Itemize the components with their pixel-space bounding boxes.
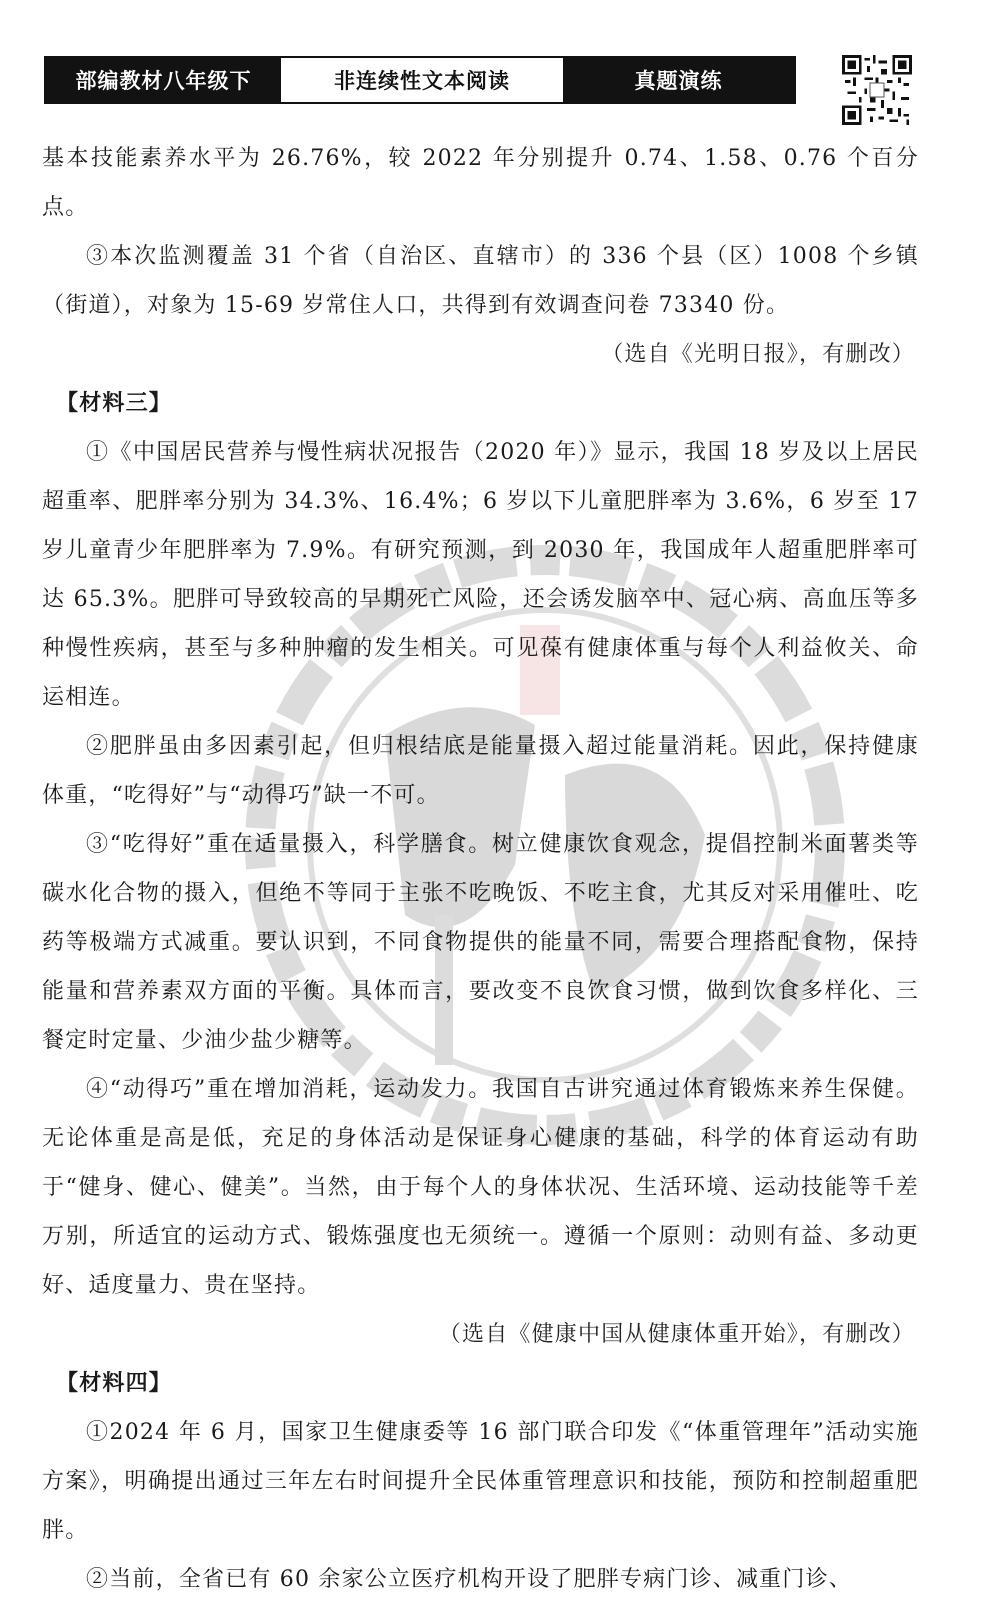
header-textbook-label: 部编教材八年级下: [46, 58, 281, 102]
material-four-heading: 【材料四】: [56, 1370, 173, 1396]
paragraph-clinics: ②当前，全省已有 60 余家公立医疗机构开设了肥胖专病门诊、减重门诊、: [86, 1567, 852, 1592]
header-section-label: 真题演练: [563, 58, 794, 102]
paragraph-eat-well: ③“吃得好”重在适量摄入，科学膳食。树立健康饮食观念，提倡控制米面薯类等碳水化合物的摄入，但绝不等同于主张不吃晚饭、不吃主食，尤其反对采用催吐、吃药等极端方式减重。要认识到，不同食物提供的能量不同，需要合理搭配食物，保持能量和营养素双方面的平衡。具体而言，要改变不良饮食习惯，做到饮食多样化、三餐定时定量、少油少盐少糖等。: [42, 832, 919, 1053]
paragraph-energy-balance: ②肥胖虽由多因素引起，但归根结底是能量摄入超过能量消耗。因此，保持健康体重，“吃得好”与“动得巧”缺一不可。: [42, 734, 919, 808]
source-citation: （选自《光明日报》，有删改）: [601, 342, 915, 367]
material-three-heading: 【材料三】: [56, 390, 173, 416]
article-body: [42, 134, 919, 1604]
paragraph-weight-management-plan: ①2024 年 6 月，国家卫生健康委等 16 部门联合印发《“体重管理年”活动实施方案》，明确提出通过三年左右时间提升全民体重管理意识和技能，预防和控制超重肥胖。: [42, 1420, 919, 1543]
qr-code-icon[interactable]: [842, 55, 912, 125]
paragraph-obesity-report: ①《中国居民营养与慢性病状况报告（2020 年）》显示，我国 18 岁及以上居民超重率、肥胖率分别为 34.3%、16.4%；6 岁以下儿童肥胖率为 3.6%，6 岁至 17 岁儿童青少年肥胖率为 7.9%。有研究预测，到 2030 年，我国成年人超重肥胖率可达 65.3%。肥胖可导致较高的早期死亡风险，还会诱发脑卒中、冠心病、高血压等多种慢性疾病，甚至与多种肿瘤的发生相关。可见葆有健康体重与每个人利益攸关、命运相连。: [42, 440, 919, 710]
header-topic-label: 非连续性文本阅读: [281, 58, 563, 102]
paragraph-survey-coverage: ③本次监测覆盖 31 个省（自治区、直辖市）的 336 个县（区）1008 个乡镇（街道），对象为 15-69 岁常住人口，共得到有效调查问卷 73340 份。: [42, 244, 919, 318]
source-citation: （选自《健康中国从健康体重开始》，有删改）: [438, 1322, 915, 1347]
page-header-bar: [44, 56, 796, 104]
paragraph-continuation: 基本技能素养水平为 26.76%，较 2022 年分别提升 0.74、1.58、0.76 个百分点。: [42, 146, 919, 220]
paragraph-move-smart: ④“动得巧”重在增加消耗，运动发力。我国自古讲究通过体育锻炼来养生保健。无论体重是高是低，充足的身体活动是保证身心健康的基础，科学的体育运动有助于“健身、健心、健美”。当然，由于每个人的身体状况、生活环境、运动技能等千差万别，所适宜的运动方式、锻炼强度也无须统一。遵循一个原则：动则有益、多动更好、适度量力、贵在坚持。: [42, 1077, 919, 1298]
